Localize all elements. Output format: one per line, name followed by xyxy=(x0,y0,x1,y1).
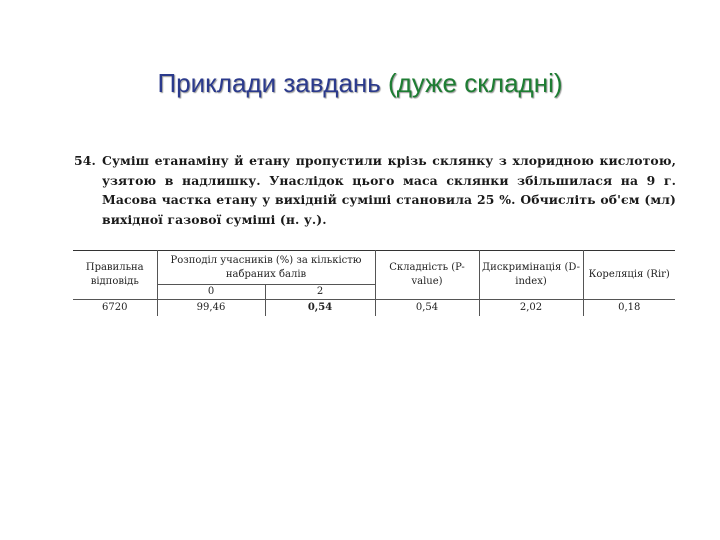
cell-discrimination: 2,02 xyxy=(479,300,583,317)
task-text: Суміш етанаміну й етану пропустили крізь склянку з хлоридною кислотою, узятою в надлишку. Унаслідок цього маса склянки збільшилася на 9 г. Масова частка етану у вихідній суміші становила 25 %. Обчисліть об'єм (мл) вихідної газової суміші (н. у.). xyxy=(102,153,676,227)
slide-title-main: Приклади завдань xyxy=(157,68,381,98)
score-col-2: 2 xyxy=(265,285,375,300)
table-row xyxy=(73,300,675,317)
task-number: 54. xyxy=(74,153,96,168)
header-answer: Правильна відповідь xyxy=(73,251,157,300)
cell-answer: 6720 xyxy=(73,300,157,317)
header-distribution: Розподіл учасників (%) за кількістю набраних балів xyxy=(157,251,375,285)
cell-correlation: 0,18 xyxy=(583,300,675,317)
header-correlation: Кореляція (Rir) xyxy=(583,251,675,300)
cell-difficulty: 0,54 xyxy=(375,300,479,317)
slide-title-paren: (дуже складні) xyxy=(388,68,563,98)
slide-title xyxy=(0,66,720,100)
task-text-block xyxy=(74,151,676,229)
header-discrimination: Дискримінація (D-index) xyxy=(479,251,583,300)
cell-score-2: 0,54 xyxy=(265,300,375,317)
task-statistics-table xyxy=(73,250,675,316)
task-scan xyxy=(74,151,676,229)
header-difficulty: Складність (P-value) xyxy=(375,251,479,300)
score-col-0: 0 xyxy=(157,285,265,300)
cell-score-0: 99,46 xyxy=(157,300,265,317)
